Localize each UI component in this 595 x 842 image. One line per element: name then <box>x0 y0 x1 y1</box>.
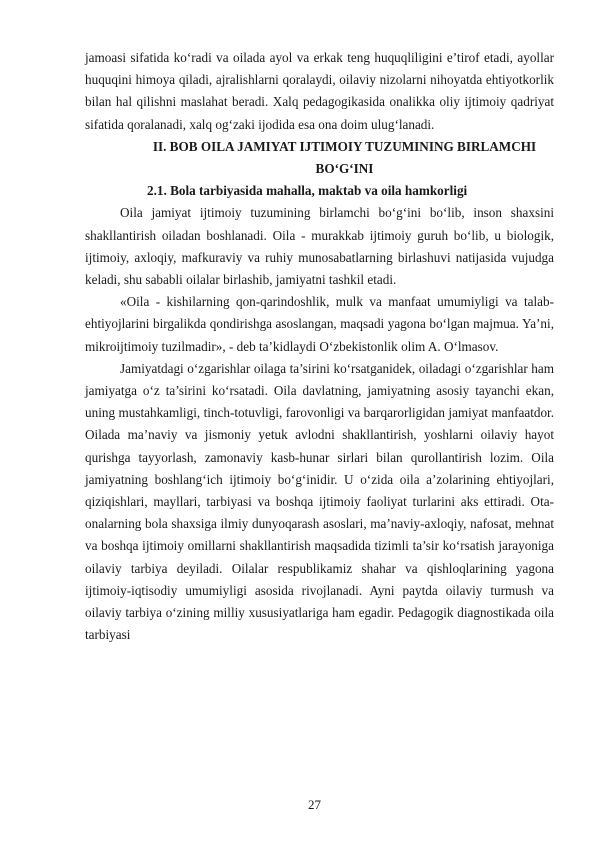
page-body <box>85 47 554 646</box>
paragraph-family-definition: Oila jamiyat ijtimoiy tuzumining birlamchi bo‘g‘ini bo‘lib, inson shaxsini shakllantirish oiladan boshlanadi. Oila - murakkab ijtimoiy guruh bo‘lib, u biologik, ijtimoiy, axloqiy, mafkuraviy va ruhiy munosabatlarning birlashuvi natijasida vujudga keladi, shu sababli oilalar birlashib, jamiyatni tashkil etadi. <box>85 205 554 288</box>
page-number: 27 <box>308 797 321 812</box>
section-heading: 2.1. Bola tarbiyasida mahalla, maktab va oila hamkorligi <box>147 183 468 199</box>
paragraph-society: Jamiyatdagi o‘zgarishlar oilaga ta’sirini ko‘rsatganidek, oiladagi o‘zgarishlar ham jamiyatga o‘z ta’sirini ko‘rsatadi. Oila davlatning, jamiyatning asosiy tayanchi ekan, uning mustahkamligi, tinch-totuvligi, farovonligi va barqarorligidan jamiyat manfaatdor. Oilada ma’naviy va jismoniy yetuk avlodni shakllantirish, yoshlarni oilaviy hayot qurishga tayyorlash, zamonaviy kasb-hunar sirlari bilan qurollantirish lozim. Oila jamiyatning boshlang‘ich ijtimoiy bo‘g‘inidir. U o‘zida oila a’zolarining ehtiyojlari, qiziqishlari, mayllari, tarbiyasi va boshqa ijtimoiy faoliyat turlarini aks ettiradi. Ota-onalarning bola shaxsiga ilmiy dunyoqarash asoslari, ma’naviy-axloqiy, nafosat, mehnat va boshqa ijtimoiy omillarni shakllantirish maqsadida tizimli ta’sir ko‘rsatish jarayoniga oilaviy tarbiya deyiladi. Oilalar respublikamiz shahar va qishloqlarining yagona ijtimoiy-iqtisodiy umumiyligi asosida rivojlanadi. Ayni paytda oilaviy turmush va oilaviy tarbiya o‘zining milliy xususiyatlariga ham egadir. Pedagogik diagnostikada oila tarbiyasi <box>85 360 554 643</box>
intro-paragraph: jamoasi sifatida ko‘radi va oilada ayol va erkak teng huquqliligini e’tirof etadi, ayollar huquqini himoya qiladi, ajralishlarni qoralaydi, oilaviy nizolarni nihoyatda ehtiyotkorlik bilan hal qilishni maslahat beradi. Xalq pedagogikasida onalikka oliy ijtimoiy qadriyat sifatida qoralanadi, xalq og‘zaki ijodida esa ona doim ulug‘lanadi. <box>85 50 554 132</box>
paragraph-quote: «Oila - kishilarning qon-qarindoshlik, mulk va manfaat umumiyligi va talab-ehtiyojlarini birgalikda qondirishga asoslangan, maqsadi yagona bo‘lgan majmua. Ya’ni, mikroijtimoiy tuzilmadir», - deb ta’kidlaydi O‘zbekistonlik olim A. O‘lmasov. <box>85 294 554 354</box>
chapter-heading: II. BOB OILA JAMIYAT IJTIMOIY TUZUMINING BIRLAMCHI BO‘G‘INI <box>152 138 537 177</box>
